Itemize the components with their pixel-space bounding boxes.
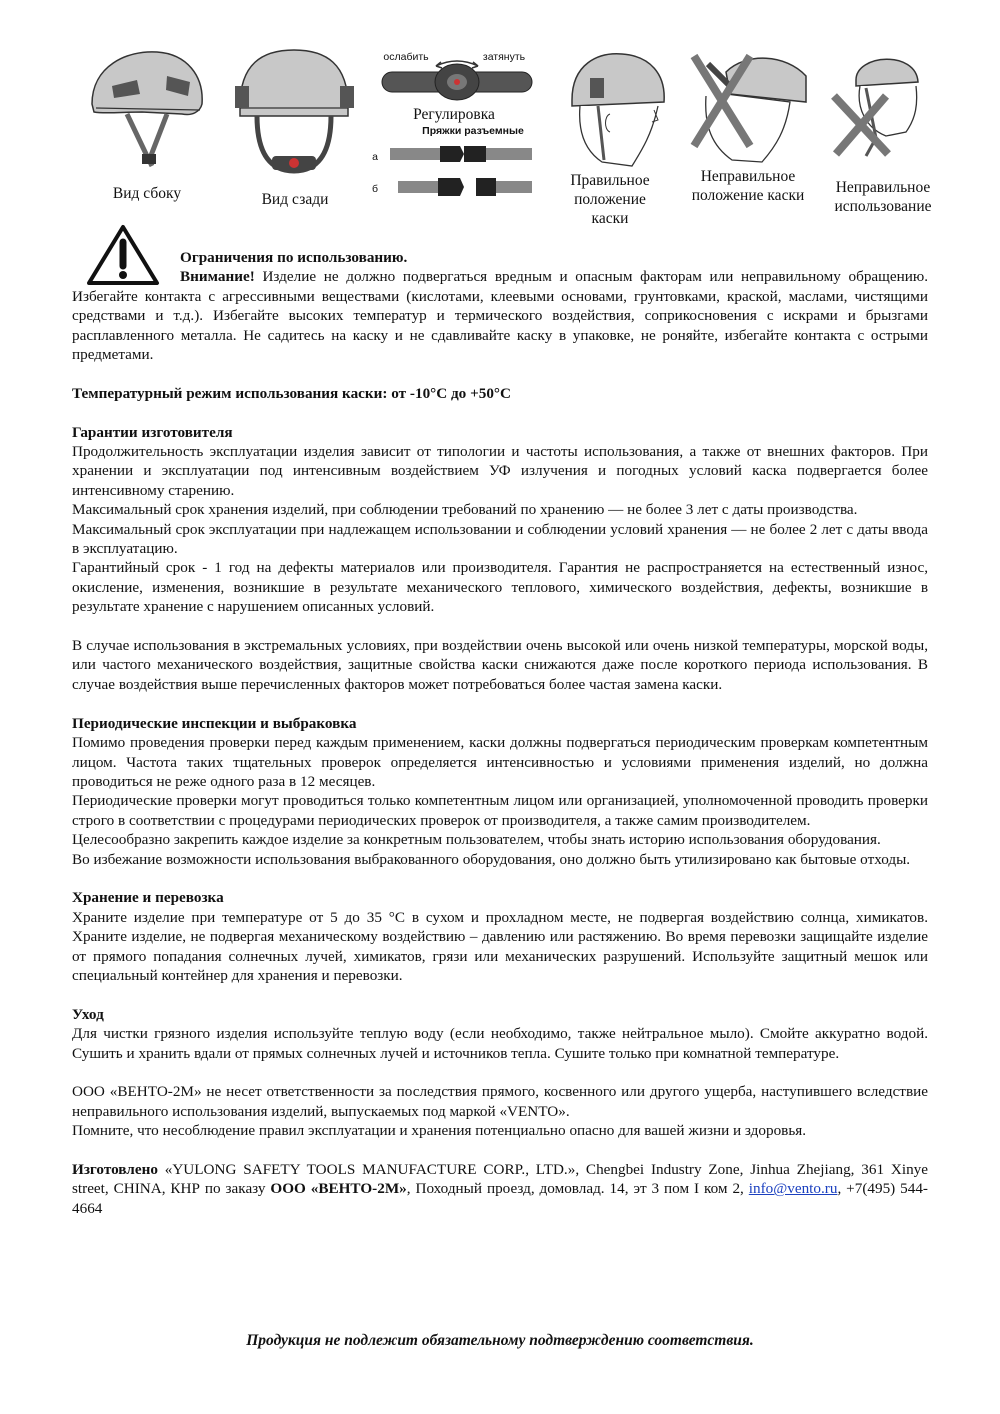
manufacturer-phone: , +7(495) 544-4664 [72, 1180, 928, 1217]
warranty-paragraph-3: Максимальный срок эксплуатации при надлежащем использовании и соблюдении условий хранения — не более 2 лет с даты ввода в эксплуатацию. [72, 520, 928, 558]
helmet-back-view-illustration [232, 46, 357, 186]
temperature-range: Температурный режим использования каски: от -10°C до +50°C [72, 384, 511, 402]
email-link[interactable]: info@vento.ru [748, 1180, 838, 1198]
wrong-position-illustration [686, 46, 812, 166]
warranty-paragraph-5: В случае использования в экстремальных условиях, при воздействии очень высокой или очень низкой температуры, морской воды, или частого механического воздействия, защитные свойства каски снижаются даже после короткого периода использования. В случае воздействия выше перечисленных факторов может потребоваться более частая замена каски. [72, 637, 928, 693]
warranty-title: Гарантии изготовителя [72, 423, 233, 441]
inspection-paragraph-1: Помимо проведения проверки перед каждым применением, каски должны подвергаться периодическим проверкам компетентным лицом. Частота таких тщательных проверок определяется интенсивностью и условиями применения изделий, но должна проводиться не реже одного раза в 12 месяцев. [72, 734, 928, 790]
buckles-title: Пряжки разъемные [422, 125, 524, 137]
warning-attention: Внимание! [180, 268, 255, 286]
warning-title: Ограничения по использованию. [180, 249, 408, 266]
care-paragraph-1: Для чистки грязного изделия используйте теплую воду (если необходимо, также нейтральное мыло). Смойте аккуратно водой. Сушить и хранить вдали от прямых солнечных лучей и источников тепла. Сушите только при комнатной температуре. [72, 1025, 928, 1062]
buckle-b-illustration [398, 174, 532, 200]
inspection-paragraph-3: Целесообразно закрепить каждое изделие за конкретным пользователем, чтобы знать историю использования оборудования. [72, 831, 881, 849]
correct-position-illustration [562, 50, 670, 170]
storage-title: Хранение и перевозка [72, 889, 224, 907]
caption-wrong-use: Неправильное использование [834, 179, 932, 215]
manufacturer-address: «YULONG SAFETY TOOLS MANUFACTURE CORP., LTD.», Chengbei Industry Zone, Jinhua Zhejiang, 361 Xinye street, CHINA, КНР по заказу [72, 1160, 928, 1198]
buckle-a-label: а [372, 151, 378, 163]
manufacturer-label: Изготовлено [72, 1160, 158, 1178]
manufacturer-company-address: , Походный проезд, домовлад. 14, эт 3 пом I ком 2, [406, 1180, 749, 1198]
caption-correct-position: Правильное положение каски [570, 172, 650, 227]
manufacturer-company: ООО «ВЕНТО-2М» [270, 1180, 407, 1198]
storage-paragraph-1: Храните изделие при температуре от 5 до 35 °C в сухом и прохладном месте, не подвергая воздействию солнца, химикатов. Храните изделие, не подвергая механическому воздействию – давлению или растяжению. Во время перевозки защищайте изделие от прямого попадания солнечных лучей, химикатов, грязи или механических разрушений. Используйте защитный мешок или специальный контейнер для хранения и перевозки. [72, 908, 928, 984]
warning-section [72, 248, 928, 1218]
inspection-title: Периодические инспекции и выбраковка [72, 714, 357, 732]
care-title: Уход [72, 1005, 104, 1023]
helmet-side-view-illustration [82, 46, 212, 181]
liability-paragraph-2: Помните, что несоблюдение правил эксплуатации и хранения потенциально опасно для вашей жизни и здоровья. [72, 1122, 807, 1140]
liability-paragraph-1: ООО «ВЕНТО-2М» не несет ответственности за последствия прямого, косвенного или другого ущерба, наступившего вследствие неправильного использования изделий, выпускаемых под маркой «VENTO». [72, 1083, 928, 1120]
label-tighten: затянуть [482, 51, 526, 63]
inspection-paragraph-2: Периодические проверки могут проводиться только компетентным лицом или организацией, уполномоченной проводить проверки строго в соответствии с процедурами периодических проверок от производителя, а также самим производителем. [72, 792, 928, 829]
caption-side-view: Вид сбоку [112, 185, 182, 202]
buckle-a-illustration [390, 142, 532, 166]
wrong-use-illustration [826, 48, 938, 160]
buckle-b-label: б [371, 183, 378, 195]
warranty-paragraph-1: Продолжительность эксплуатации изделия зависит от типологии и частоты использования, а также от внешних факторов. При хранении и эксплуатации под интенсивным воздействием УФ излучения и погодных условий каска подвергается более интенсивному старению. [72, 443, 928, 499]
inspection-paragraph-4: Во избежание возможности использования выбракованного оборудования, оно должно быть утилизировано как бытовые отходы. [72, 850, 911, 868]
manufacturer-info [72, 1160, 928, 1218]
warranty-paragraph-4: Гарантийный срок - 1 год на дефекты материалов или производителя. Гарантия не распространяется на естественный износ, окисление, изменения, возникшие в результате механического теплового, химического воздействия, дефекты, возникшие в результате хранение с нарушением описанных условий. [72, 559, 928, 616]
adjustment-wheel-illustration [378, 58, 536, 104]
warranty-paragraph-2: Максимальный срок хранения изделий, при соблюдении требований по хранению — не более 3 лет с даты производства. [72, 501, 858, 519]
footer-note: Продукция не подлежит обязательному подтверждению соответствия. [246, 1332, 754, 1349]
label-loosen: ослабить [383, 51, 429, 63]
caption-wrong-position: Неправильное положение каски [691, 168, 805, 204]
warning-text: Изделие не должно подвергаться вредным и опасным факторам или неправильному обращению. Избегайте контакта с агрессивными веществами (кислотами, клеевыми основами, грунтовками, краской, маслами, чистящими средствами и т.д.). Избегайте высоких температур и термического воздействия, соприкосновения с искрами и брызгами расплавленного металла. Не садитесь на каску и не сдавливайте каску в упаковке, не роняйте, избегайте контакта с острыми предметами. [72, 268, 928, 364]
caption-back-view: Вид сзади [261, 191, 329, 208]
adjustment-title: Регулировка [413, 106, 495, 123]
